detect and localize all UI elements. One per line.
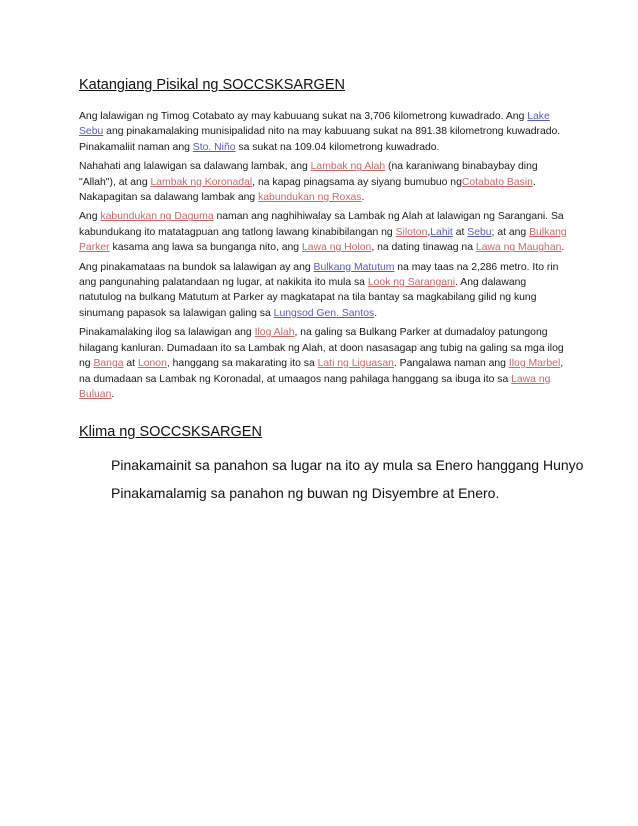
paragraph-lambak (79, 159, 569, 205)
section-heading-klima: Klima ng SOCCSKSARGEN (79, 424, 262, 440)
link-lawa-ng-buluan[interactable]: Lawa ng Buluan (79, 373, 551, 400)
text: at (123, 358, 138, 370)
text: sa sukat na 109.04 kilometrong kuwadrado. (235, 141, 440, 153)
text: Ang lalawigan ng Timog Cotabato ay may kabuuang sukat na 3,706 kilometrong kuwadrado. Ang (79, 111, 528, 122)
text: . (374, 307, 378, 319)
paragraph-ilog (79, 325, 569, 402)
text: na may taas na 2,286 metro. Ito rin ang pangunahing palatandaan ng lugar, at nakikita ito mula sa (79, 261, 559, 289)
text: Ang (79, 211, 101, 223)
text: Nahahati ang lalawigan sa dalawang lambak, ang (79, 161, 311, 173)
text: (na karaniwang binabaybay ding "Allah"), at ang (79, 161, 538, 188)
text: Ang pinakamataas na bundok sa lalawigan ay ang (79, 261, 314, 273)
text: ang pinakamalaking munisipalidad nito na may kabuuang sukat na 891.38 kilometrong kuwadrado. Pinakamaliit naman ang (79, 126, 561, 153)
link-lambak-ng-koronadal[interactable]: Lambak ng Koronadal (150, 176, 253, 188)
text: , hanggang sa makarating ito sa (166, 358, 318, 370)
link-look-ng-sarangani[interactable]: Look ng Sarangani (367, 277, 456, 289)
link-bulkang-matutum[interactable]: Bulkang Matutum (313, 261, 395, 273)
link-kabundukan-ng-roxas[interactable]: kabundukan ng Roxas (258, 192, 362, 204)
link-banga[interactable]: Banga (93, 358, 124, 370)
link-siloton[interactable]: Siloton (395, 226, 428, 238)
text: . Pangalawa naman ang (393, 358, 509, 370)
text: . (111, 388, 115, 400)
text: naman ang naghihiwalay sa Lambak ng Alah at lalawigan ng Sarangani. Sa kabundukang ito matatagpuan ang tatlong lawang kinabibilangan ng (79, 211, 564, 238)
section-katangiang-pisikal (79, 109, 569, 406)
text: , na dumadaan sa Lambak ng Koronadal, at umaagos nang pahilaga hanggang sa ibuga ito sa (79, 358, 564, 385)
link-lambak-ng-alah[interactable]: Lambak ng Alah (310, 161, 386, 173)
text: ; at ang (491, 226, 530, 238)
link-kabundukan-ng-daguma[interactable]: kabundukan ng Daguma (100, 211, 214, 223)
text: kasama ang lawa sa bunganga nito, ang (109, 242, 302, 254)
link-ilog-marbel[interactable]: Ilog Marbel (508, 358, 561, 370)
klima-line-pinakamainit: Pinakamainit sa panahon sa lugar na ito ay mula sa Enero hanggang Hunyo (111, 457, 584, 473)
link-lake-sebu[interactable]: Lake Sebu (79, 111, 550, 138)
link-sebu[interactable]: Sebu (467, 226, 492, 238)
text: , (427, 226, 431, 238)
link-sto-nino[interactable]: Sto. Niño (192, 141, 236, 153)
text: at (452, 226, 468, 238)
link-cotabato-basin[interactable]: Cotabato Basin (461, 176, 533, 188)
text: , na dating tinawag na (371, 242, 476, 254)
text: . (561, 242, 565, 254)
link-ilog-alah[interactable]: Ilog Alah (254, 327, 295, 339)
text: , na galing sa Bulkang Parker at dumadaloy patungong hilagang kanluran. Dumadaan ito sa Lambak ng Alah, at doon nasasagap ang tubig na galing sa mga ilog ng (79, 327, 564, 370)
text: Pinakamalaking ilog sa lalawigan ang (79, 327, 255, 339)
paragraph-area (79, 109, 569, 155)
text: , na kapag pinagsama ay siyang bumubuo ng (252, 176, 462, 188)
paragraph-kabundukan (79, 209, 569, 255)
link-lungsod-gen-santos[interactable]: Lungsod Gen. Santos (273, 307, 375, 319)
link-lahit[interactable]: Lahit (430, 226, 453, 238)
paragraph-bundok (79, 260, 569, 322)
text: . Nakapagitan sa dalawang lambak ang (79, 176, 536, 204)
text: . (361, 192, 365, 204)
link-lawa-ng-holon[interactable]: Lawa ng Holon (301, 242, 372, 254)
link-bulkang-parker[interactable]: Bulkang Parker (79, 226, 567, 254)
section-heading-katangiang-pisikal: Katangiang Pisikal ng SOCCSKSARGEN (79, 77, 345, 93)
link-lawa-ng-maughan[interactable]: Lawa ng Maughan (475, 242, 562, 254)
klima-line-pinakamalamig: Pinakamalamig sa panahon ng buwan ng Disyembre at Enero. (111, 485, 500, 501)
text: . Ang dalawang natutulog na bulkang Matutum at Parker ay magkatapat na tila bantay sa magkabilang gilid ng kung sinumang papasok sa lalawigan galing sa (79, 277, 537, 319)
link-lati-ng-liguasan[interactable]: Lati ng Liguasan (317, 358, 394, 370)
link-lonon[interactable]: Lonon (137, 358, 167, 370)
